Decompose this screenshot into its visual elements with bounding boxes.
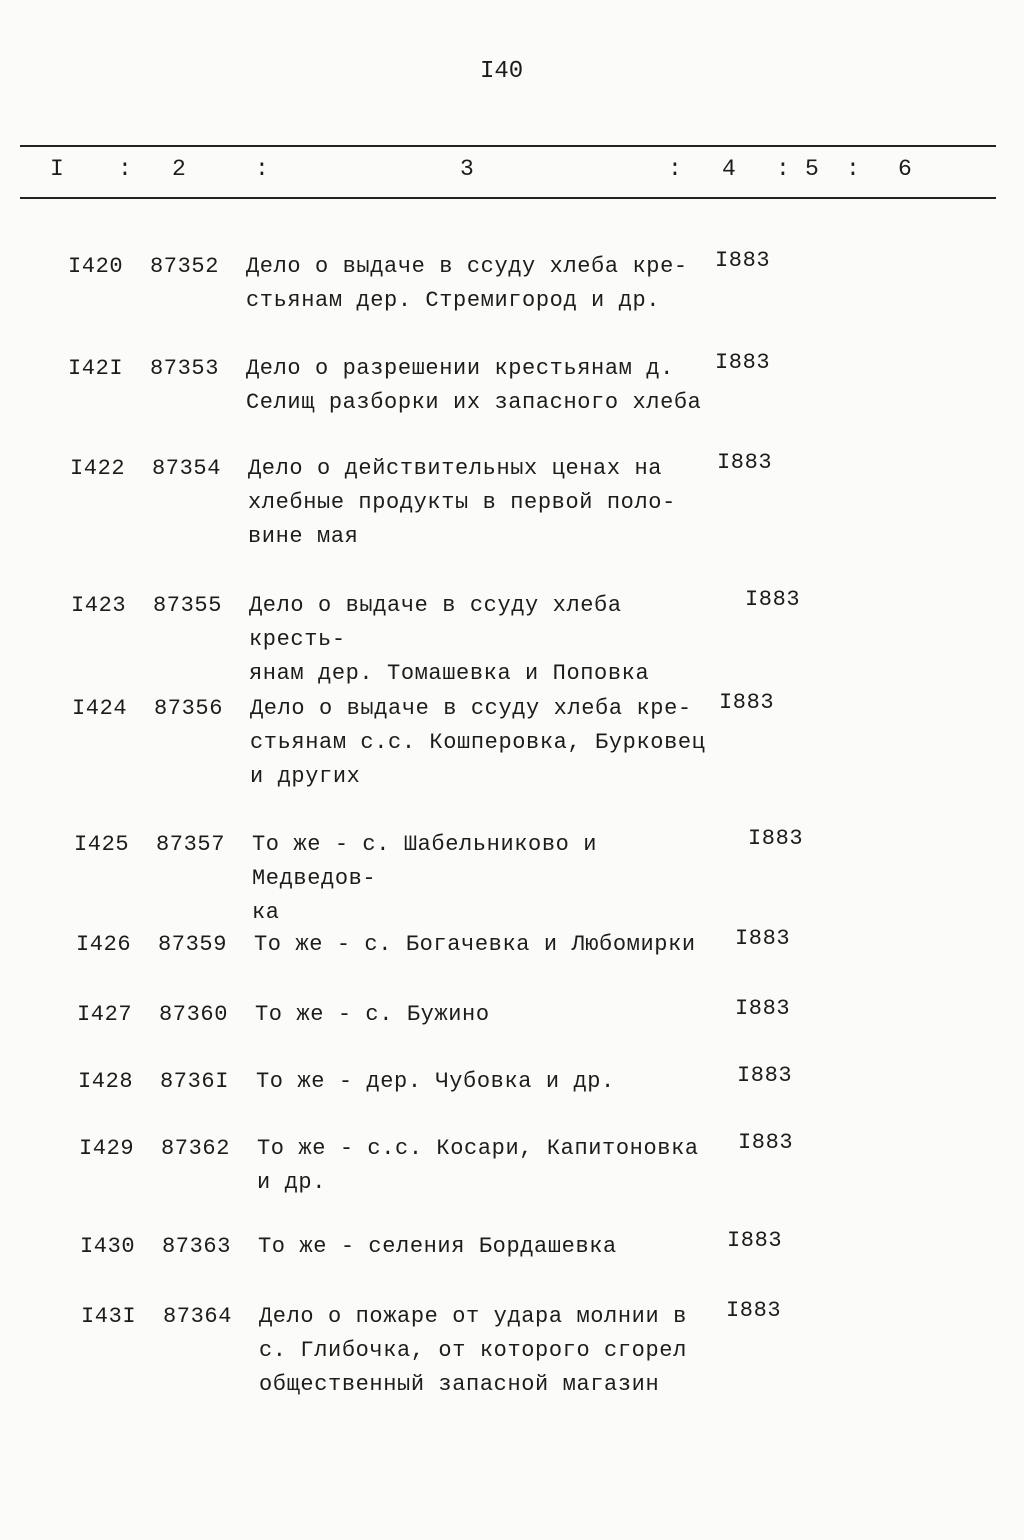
page-number: I40 <box>480 58 524 85</box>
case-description: Дело о разрешении крестьянам д. Селищ разборки их запасного хлеба <box>246 356 702 415</box>
inventory-number: 87356 <box>154 696 224 721</box>
case-description: Дело о пожаре от удара молнии в с. Глибочка, от которого сгорел общественный запасной магазин <box>259 1304 687 1397</box>
case-year: I883 <box>726 1298 782 1323</box>
inventory-number: 87363 <box>162 1234 232 1259</box>
record-number: I420 <box>68 254 124 279</box>
case-year: I883 <box>737 1063 793 1088</box>
case-year: I883 <box>717 450 773 475</box>
case-year: I883 <box>738 1130 794 1155</box>
record-number: I42I <box>68 356 124 381</box>
case-description: Дело о действительных ценах на хлебные продукты в первой поло- вине мая <box>248 456 676 549</box>
case-description: Дело о выдаче в ссуду хлеба кре- стьянам дер. Стремигород и др. <box>246 254 688 313</box>
column-separator: : <box>776 156 790 182</box>
inventory-number: 87359 <box>158 932 228 957</box>
column-header-label: 6 <box>898 156 912 182</box>
case-description: То же - дер. Чубовка и др. <box>256 1069 615 1094</box>
inventory-number: 87362 <box>161 1136 231 1161</box>
column-separator: : <box>846 156 860 182</box>
case-year: I883 <box>735 926 791 951</box>
case-description: То же - селения Бордашевка <box>258 1234 617 1259</box>
case-description: Дело о выдаче в ссуду хлеба кресть- янам дер. Томашевка и Поповка <box>249 593 650 686</box>
column-separator: : <box>255 156 269 182</box>
header-bottom-rule <box>20 197 996 199</box>
column-header-label: 4 <box>722 156 736 182</box>
header-top-rule <box>20 145 996 147</box>
column-header-label: 5 <box>805 156 819 182</box>
record-number: I425 <box>74 832 130 857</box>
record-number: I426 <box>76 932 132 957</box>
column-separator: : <box>668 156 682 182</box>
column-header-label: I <box>50 156 64 182</box>
case-description: То же - с.с. Косари, Капитоновка и др. <box>257 1136 699 1195</box>
inventory-number: 87355 <box>153 593 223 618</box>
record-number: I429 <box>79 1136 135 1161</box>
case-description: То же - с. Богачевка и Любомирки <box>254 932 696 957</box>
column-separator: : <box>118 156 132 182</box>
inventory-number: 87352 <box>150 254 220 279</box>
record-number: I424 <box>72 696 128 721</box>
inventory-number: 87357 <box>156 832 226 857</box>
case-year: I883 <box>727 1228 783 1253</box>
case-year: I883 <box>748 826 804 851</box>
record-number: I428 <box>78 1069 134 1094</box>
inventory-number: 87364 <box>163 1304 233 1329</box>
case-year: I883 <box>715 248 771 273</box>
record-number: I43I <box>81 1304 137 1329</box>
case-year: I883 <box>719 690 775 715</box>
record-number: I427 <box>77 1002 133 1027</box>
inventory-number: 8736I <box>160 1069 230 1094</box>
inventory-number: 87354 <box>152 456 222 481</box>
case-description: То же - с. Шабельниково и Медведов- ка <box>252 832 598 925</box>
record-number: I430 <box>80 1234 136 1259</box>
case-description: То же - с. Бужино <box>255 1002 490 1027</box>
case-description: Дело о выдаче в ссуду хлеба кре- стьянам с.с. Кошперовка, Бурковец и других <box>250 696 706 789</box>
case-year: I883 <box>715 350 771 375</box>
inventory-number: 87353 <box>150 356 220 381</box>
case-year: I883 <box>735 996 791 1021</box>
record-number: I423 <box>71 593 127 618</box>
column-header-label: 3 <box>460 156 474 182</box>
record-number: I422 <box>70 456 126 481</box>
inventory-number: 87360 <box>159 1002 229 1027</box>
case-year: I883 <box>745 587 801 612</box>
column-header-label: 2 <box>172 156 186 182</box>
